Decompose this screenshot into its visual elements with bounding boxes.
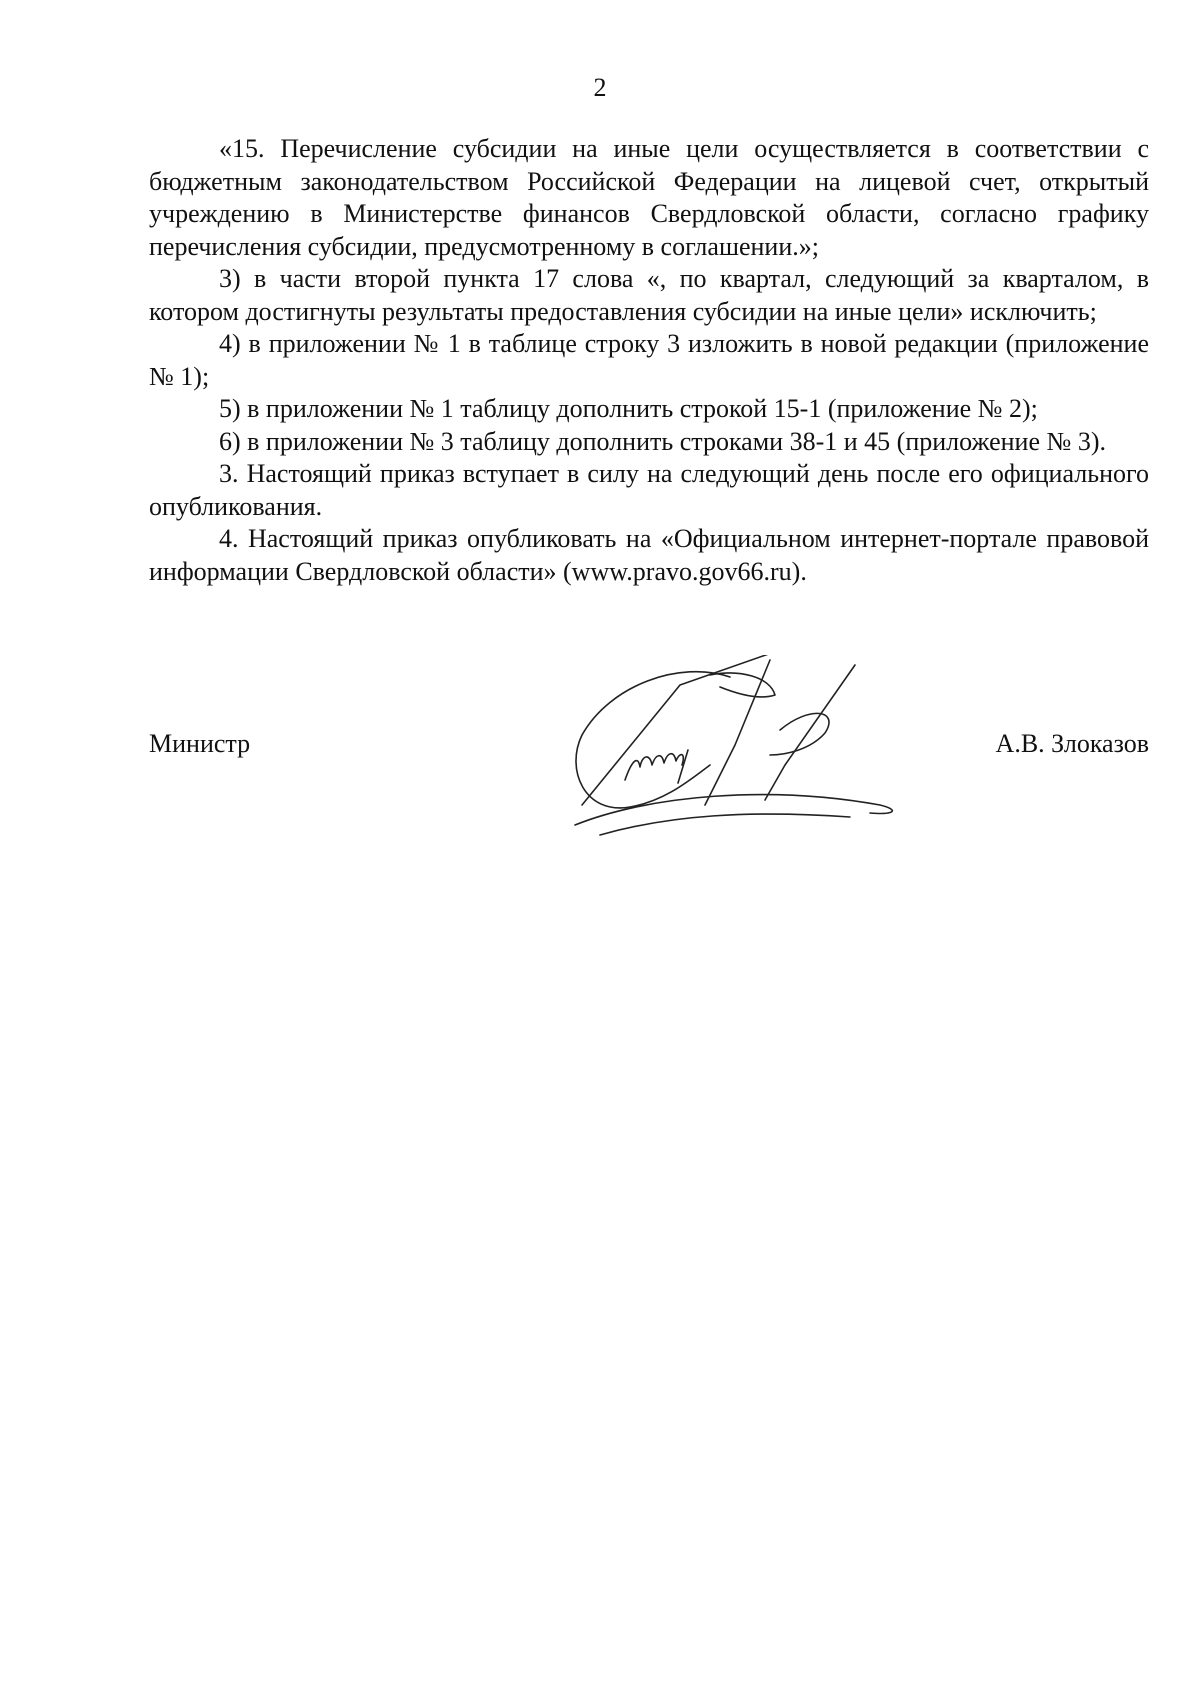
paragraph-subitem-3: 3) в части второй пункта 17 слова «, по квартал, следующий за кварталом, в котором достигнуты результаты предоставления субсидии на иные цели» исключить; (149, 264, 1149, 326)
handwritten-signature (570, 655, 950, 865)
signatory-title: Министр (149, 729, 251, 758)
paragraph-subitem-4: 4) в приложении № 1 в таблице строку 3 изложить в новой редакции (приложение № 1); (149, 329, 1149, 391)
paragraph-clause-4: 4. Настоящий приказ опубликовать на «Официальном интернет-портале правовой информации Свердловской области» (www.pravo.gov66.ru). (149, 524, 1149, 586)
signatory-name: А.В. Злоказов (995, 729, 1149, 758)
paragraph-subitem-5: 5) в приложении № 1 таблицу дополнить строкой 15-1 (приложение № 2); (219, 394, 1038, 423)
document-body (149, 133, 1149, 588)
paragraph-item-15: «15. Перечисление субсидии на иные цели осуществляется в соответствии с бюджетным законодательством Российской Федерации на лицевой счет, открытый учреждению в Министерстве финансов Свердловской области, согласно графику перечисления субсидии, предусмотренному в соглашении.»; (149, 134, 1149, 261)
paragraph-clause-3: 3. Настоящий приказ вступает в силу на следующий день после его официального опубликования. (149, 459, 1149, 521)
paragraph-subitem-6: 6) в приложении № 3 таблицу дополнить строками 38-1 и 45 (приложение № 3). (219, 426, 1106, 456)
page-number: 2 (593, 73, 607, 102)
